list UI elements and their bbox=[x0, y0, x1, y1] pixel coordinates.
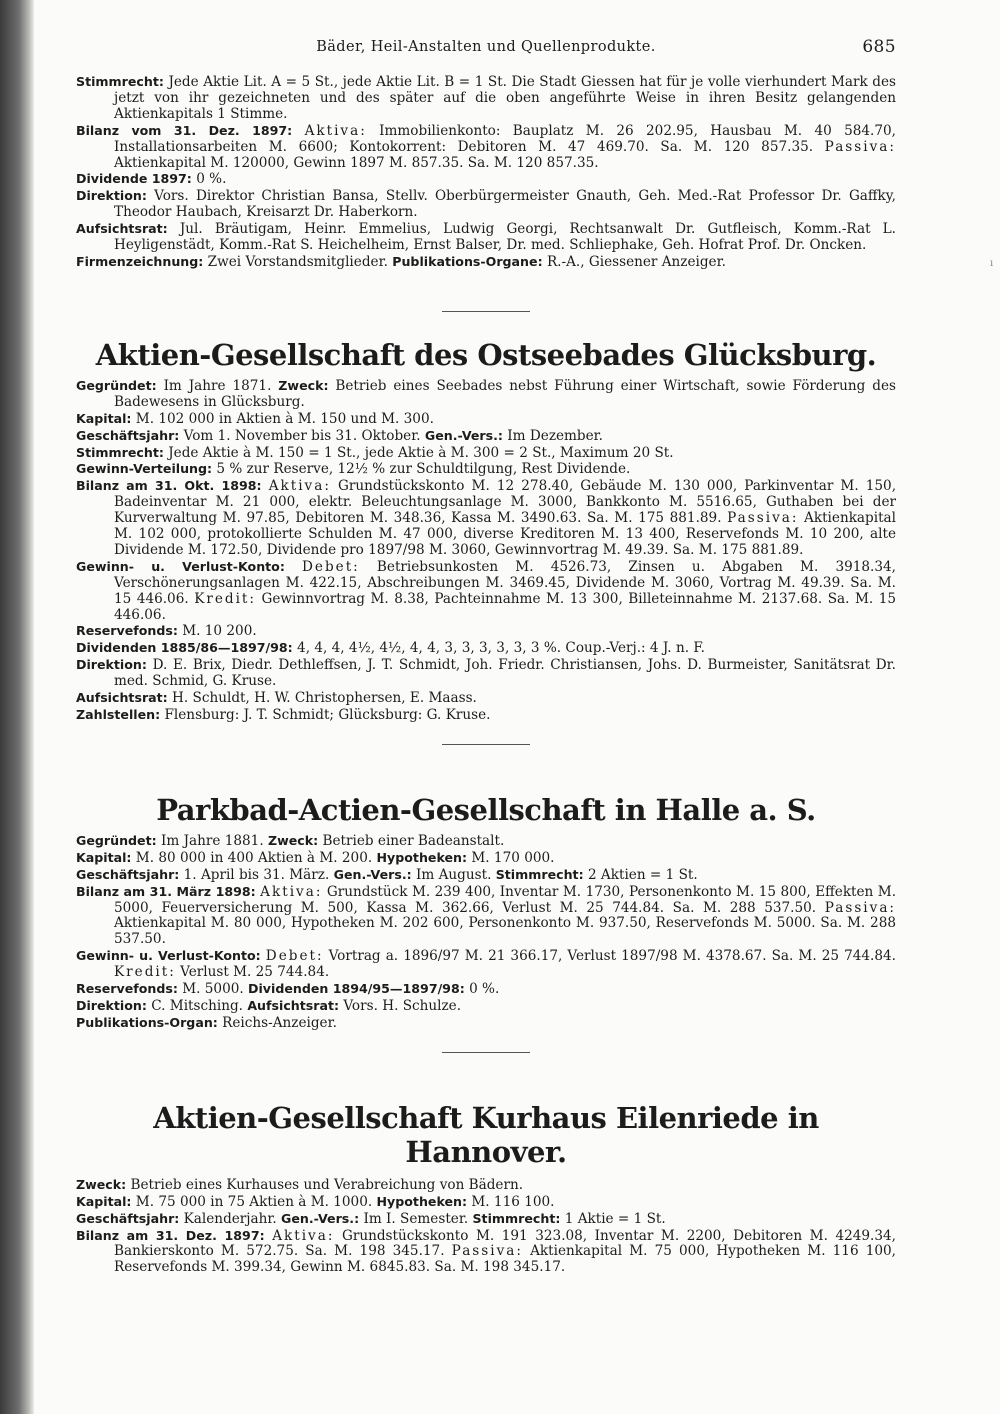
c2-gewinn-verlust: Gewinn- u. Verlust-Konto: Debet: Vortrag a. 1896/97 M. 21 366.17, Verlust 1897/98 M. 4378.67. Sa. M. 25 744.84. Kredit: Verlust M. 25 744.84. bbox=[76, 948, 896, 981]
intro-aufsichtsrat: Aufsichtsrat: Jul. Bräutigam, Heinr. Emmelius, Ludwig Georgi, Rechtsanwalt Dr. Gutfleisch, Komm.-Rat L. Heyligenstädt, Komm.-Rat S. Heichelheim, Ernst Balser, Dr. med. Schliephake, Geh. Hofrat Prof. Dr. Oncken. bbox=[76, 221, 897, 254]
c1-direktion: Direktion: D. E. Brix, Diedr. Dethleffsen, J. T. Schmidt, Joh. Friedr. Christiansen, Johs. D. Burmeister, Sanitätsrat Dr. med. Schmid, G. Kruse. bbox=[76, 657, 896, 690]
c3-zweck: Zweck: Betrieb eines Kurhauses und Verabreichung von Bädern. bbox=[76, 1176, 524, 1193]
c1-reservefonds: Reservefonds: M. 10 200. bbox=[76, 623, 257, 640]
c3-bilanz: Bilanz am 31. Dez. 1897: Aktiva: Grundstückskonto M. 191 323.08, Inventar M. 2200, Debitoren M. 4249.34, Bankierskonto M. 572.75. Sa. M. 198 345.17. Passiva: Aktienkapital M. 75 000, Hypotheken M. 116 100, Reservefonds M. 399.34, Gewinn M. 6845.83. Sa. M. 198 345.17. bbox=[76, 1227, 896, 1276]
intro-bilanz: Bilanz vom 31. Dez. 1897: Aktiva: Immobilienkonto: Bauplatz M. 26 202.95, Hausbau M. 40 584.70, Installationsarbeiten M. 6600; Kontokorrent: Debitoren M. 47 469.70. Sa. M. 120 857.35. Passiva: Aktienkapital M. 120000, Gewinn 1897 M. 857.35. Sa. M. 120 857.35. bbox=[76, 122, 897, 171]
running-head bbox=[76, 34, 896, 60]
c2-bilanz: Bilanz am 31. März 1898: Aktiva: Grundstück M. 239 400, Inventar M. 1730, Personenkonto M. 15 800, Effekten M. 5000, Feuerversicherung M. 500, Kassa M. 362.66, Verlust M. 25 744.84. Sa. M. 288 537.50. Passiva: Aktienkapital M. 80 000, Hypotheken M. 202 600, Personenkonto M. 937.50, Reservefonds M. 5000. Sa. M. 288 537.50. bbox=[76, 883, 897, 948]
c1-gewinnverteilung: Gewinn-Verteilung: 5 % zur Reserve, 12½ % zur Schuldtilgung, Rest Dividende. bbox=[76, 461, 631, 478]
c1-gewinn-verlust: Gewinn- u. Verlust-Konto: Debet: Betriebsunkosten M. 4526.73, Zinsen u. Abgaben M. 3918.34, Verschönerungsanlagen M. 422.15, Abschreibungen M. 3469.45, Dividende M. 3060, Vortrag M. 49.39. Sa. M. 15 446.06. Kredit: Gewinnvortrag M. 8.38, Pachteinnahme M. 13 300, Billeteinnahme M. 2137.68. Sa. M. 15 446.06. bbox=[76, 558, 897, 623]
page bbox=[76, 34, 896, 1276]
c1-dividenden: Dividenden 1885/86—1897/98: 4, 4, 4, 4½, 4½, 4, 4, 3, 3, 3, 3, 3, 3 %. Coup.-Verj.: 4 J. n. F. bbox=[76, 640, 705, 657]
c1-bilanz: Bilanz am 31. Okt. 1898: Aktiva: Grundstückskonto M. 12 278.40, Gebäude M. 130 000, Parkinventar M. 150, Badeinventar M. 21 000, elektr. Beleuchtungsanlage M. 3000, Bankkonto M. 5516.65, Guthaben bei der Kurverwaltung M. 97.85, Debitoren M. 348.36, Kassa M. 3490.63. Sa. M. 175 881.89. Passiva: Aktienkapital M. 102 000, protokollierte Schulden M. 47 000, diverse Kreditoren M. 13 400, Reservefonds M. 10 200, alte Dividende M. 172.50, Dividende pro 1897/98 M. 3060, Gewinnvortrag M. 49.39. Sa. M. 175 881.89. bbox=[76, 478, 897, 558]
c1-zahlstellen: Zahlstellen: Flensburg: J. T. Schmidt; Glücksburg: G. Kruse. bbox=[76, 707, 491, 723]
running-head-title: Bäder, Heil-Anstalten und Quellenprodukte. bbox=[316, 39, 656, 55]
c1-gegruendet: Gegründet: Im Jahre 1871. Zweck: Betrieb eines Seebades nebst Führung einer Wirtschaft, sowie Förderung des Badewesens in Glücksburg. bbox=[76, 377, 896, 410]
company-heading-kurhaus-eilenriede: Aktien-Gesellschaft Kurhaus Eilenriede in Hannover. bbox=[153, 1100, 819, 1169]
company-heading-parkbad-halle: Parkbad-Actien-Gesellschaft in Halle a. S. bbox=[156, 792, 816, 827]
c1-kapital: Kapital: M. 102 000 in Aktien à M. 150 und M. 300. bbox=[76, 410, 434, 427]
margin-mark: ı bbox=[990, 258, 994, 269]
intro-stimmrecht: Stimmrecht: Jede Aktie Lit. A = 5 St., jede Aktie Lit. B = 1 St. Die Stadt Giessen hat für je volle vierhundert Mark des jetzt von ihr gezeichneten und des später auf die oben angeführte Weise in ihren Besitz gelangenden Aktienkapitals 1 Stimme. bbox=[76, 74, 897, 122]
c3-geschaeftsjahr: Geschäftsjahr: Kalenderjahr. Gen.-Vers.: Im I. Semester. Stimmrecht: 1 Aktie = 1 St. bbox=[76, 1210, 666, 1227]
c1-stimmrecht: Stimmrecht: Jede Aktie à M. 150 = 1 St., jede Aktie à M. 300 = 2 St., Maximum 20 St. bbox=[76, 444, 674, 461]
c1-aufsichtsrat: Aufsichtsrat: H. Schuldt, H. W. Christophersen, E. Maass. bbox=[76, 690, 477, 707]
c2-reservefonds: Reservefonds: M. 5000. Dividenden 1894/95—1897/98: 0 %. bbox=[76, 981, 500, 998]
c1-geschaeftsjahr: Geschäftsjahr: Vom 1. November bis 31. Oktober. Gen.-Vers.: Im Dezember. bbox=[76, 427, 603, 444]
c2-publikation: Publikations-Organ: Reichs-Anzeiger. bbox=[76, 1014, 337, 1031]
intro-direktion: Direktion: Vors. Direktor Christian Bansa, Stellv. Oberbürgermeister Gnauth, Geh. Med.-Rat Professor Dr. Gaffky, Theodor Haubach, Kreisarzt Dr. Haberkorn. bbox=[76, 188, 896, 221]
c2-gegruendet: Gegründet: Im Jahre 1881. Zweck: Betrieb einer Badeanstalt. bbox=[76, 832, 505, 849]
c3-kapital: Kapital: M. 75 000 in 75 Aktien à M. 1000. Hypotheken: M. 116 100. bbox=[76, 1193, 555, 1210]
intro-firmenzeichnung: Firmenzeichnung: Zwei Vorstandsmitglieder. Publikations-Organe: R.-A., Giessener Anzeiger. bbox=[76, 253, 726, 270]
c2-direktion: Direktion: C. Mitsching. Aufsichtsrat: Vors. H. Schulze. bbox=[76, 997, 462, 1014]
intro-dividende: Dividende 1897: 0 %. bbox=[76, 171, 227, 188]
book-spine-shadow bbox=[0, 0, 34, 1414]
c2-kapital: Kapital: M. 80 000 in 400 Aktien à M. 200. Hypotheken: M. 170 000. bbox=[76, 849, 555, 866]
page-number: 685 bbox=[862, 37, 896, 57]
company-heading-glucksburg: Aktien-Gesellschaft des Ostseebades Glücksburg. bbox=[95, 337, 877, 372]
c2-geschaeftsjahr: Geschäftsjahr: 1. April bis 31. März. Gen.-Vers.: Im August. Stimmrecht: 2 Aktien = 1 St. bbox=[76, 866, 698, 883]
